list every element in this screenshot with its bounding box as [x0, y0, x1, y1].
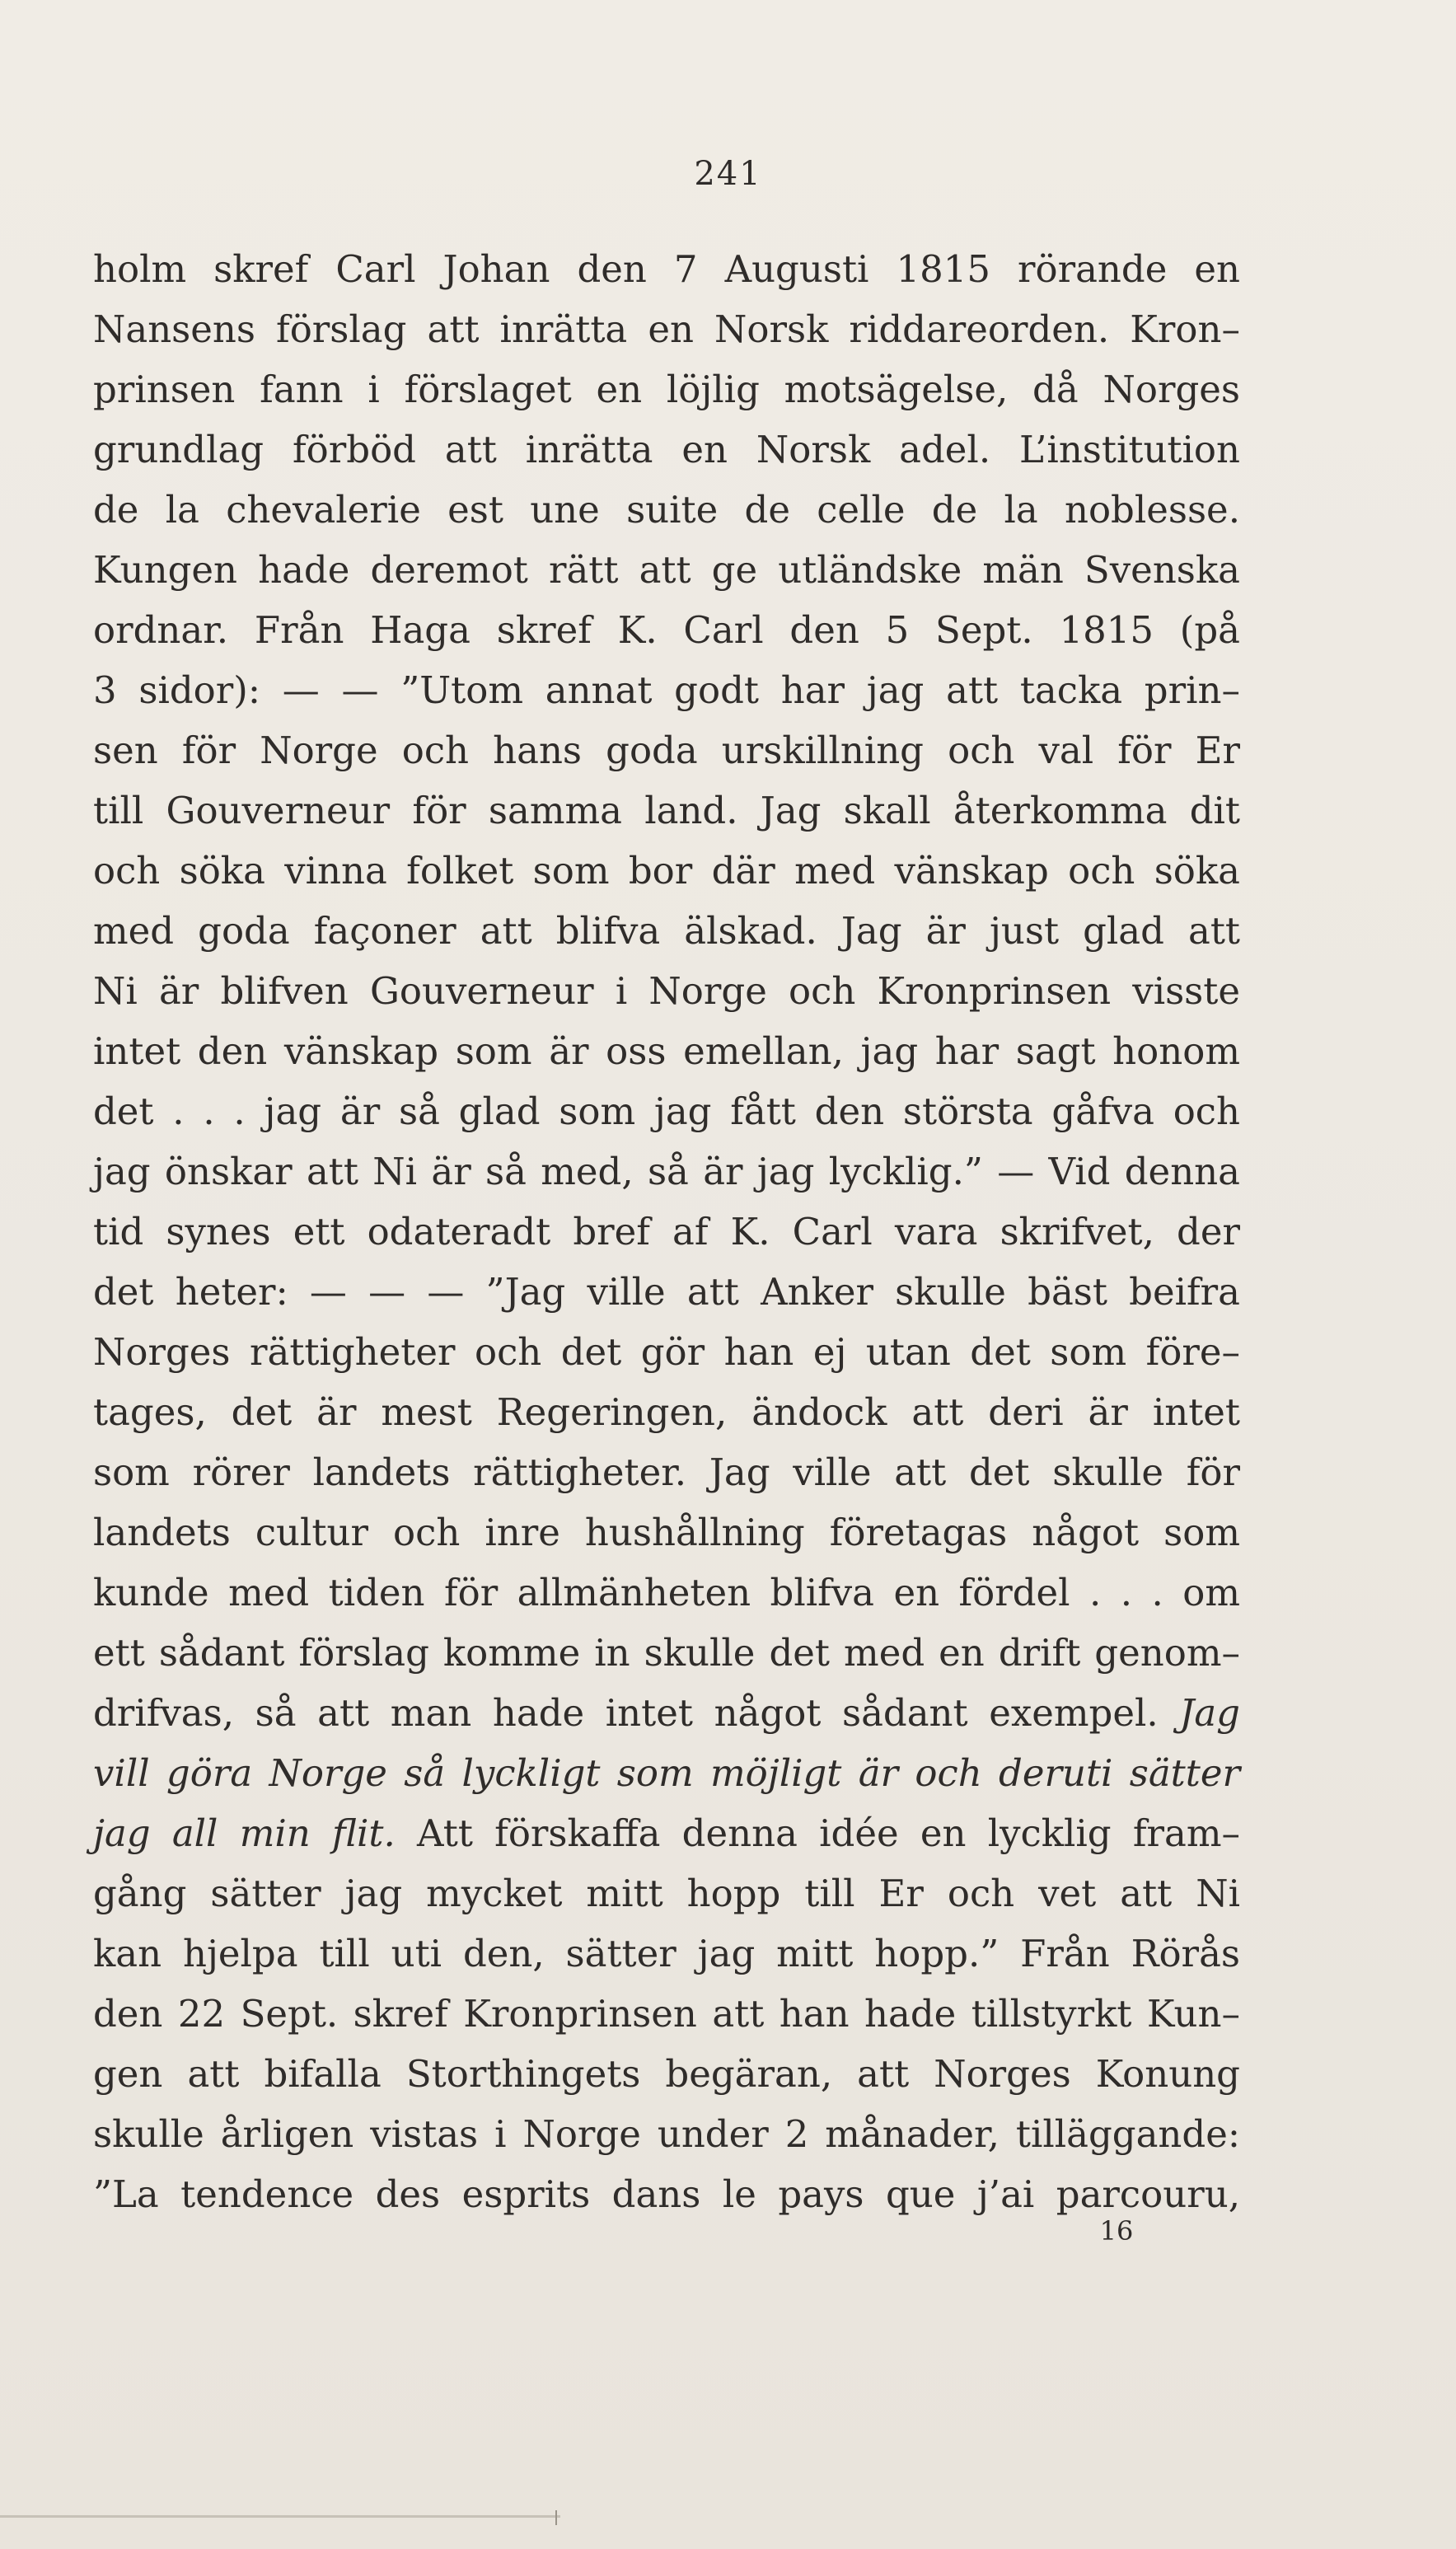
text-segment: intet den vänskap som är oss emellan, jag har sagt honom	[93, 1029, 1240, 1073]
text-line	[93, 480, 1240, 540]
text-segment: holm skref Carl Johan den 7 Augusti 1815 rörande en	[93, 247, 1240, 291]
italic-text-segment: Jag	[1179, 1691, 1240, 1735]
text-line	[93, 1863, 1240, 1923]
text-line	[93, 600, 1240, 660]
text-line	[93, 1984, 1240, 2044]
text-segment: de la chevalerie est une suite de celle de la noblesse.	[93, 488, 1240, 532]
text-line	[93, 1563, 1240, 1623]
text-line	[93, 299, 1240, 359]
italic-text-segment: jag all min flit.	[93, 1811, 396, 1855]
text-line	[93, 1021, 1240, 1081]
text-segment: landets cultur och inre hushållning företagas något som	[93, 1511, 1240, 1554]
text-segment: tid synes ett odateradt bref af K. Carl vara skrifvet, der	[93, 1210, 1240, 1253]
text-segment: som rörer landets rättigheter. Jag ville att det skulle för	[93, 1450, 1240, 1494]
text-segment: kunde med tiden för allmänheten blifva en fördel . . . om	[93, 1571, 1240, 1614]
text-segment: gång sätter jag mycket mitt hopp till Er och vet att Ni	[93, 1872, 1240, 1915]
text-line	[93, 2044, 1240, 2104]
text-line	[93, 1202, 1240, 1262]
text-segment: ett sådant förslag komme in skulle det med en drift genom–	[93, 1631, 1240, 1675]
text-segment: med goda façoner att blifva älskad. Jag är just glad att	[93, 909, 1240, 953]
text-line	[93, 1262, 1240, 1322]
text-line	[93, 1743, 1240, 1803]
text-segment: Kungen hade deremot rätt att ge utländske män Svenska	[93, 548, 1240, 592]
text-line	[93, 961, 1240, 1021]
text-line	[93, 780, 1240, 841]
bottom-edge-line	[0, 2515, 560, 2518]
text-segment: 3 sidor): — — ”Utom annat godt har jag att tacka prin–	[93, 668, 1240, 712]
text-line	[93, 540, 1240, 600]
text-segment: ”La tendence des esprits dans le pays que j’ai parcouru,	[93, 2172, 1240, 2216]
text-line	[93, 1442, 1240, 1502]
text-segment: Att förskaffa denna idée en lycklig fram–	[395, 1811, 1240, 1855]
text-segment: det . . . jag är så glad som jag fått den största gåfva och	[93, 1089, 1240, 1133]
text-segment: grundlag förböd att inrätta en Norsk adel. L’institution	[93, 428, 1240, 471]
text-segment: tages, det är mest Regeringen, ändock att deri är intet	[93, 1390, 1240, 1434]
text-line	[93, 2164, 1240, 2224]
text-segment: skulle årligen vistas i Norge under 2 månader, tilläggande:	[93, 2112, 1240, 2156]
text-line	[93, 1923, 1240, 1984]
text-line	[93, 1683, 1240, 1743]
text-line	[93, 1081, 1240, 1141]
text-line	[93, 901, 1240, 961]
text-line	[93, 2104, 1240, 2164]
text-line	[93, 1382, 1240, 1442]
text-line	[93, 720, 1240, 780]
text-segment: gen att bifalla Storthingets begäran, att Norges Konung	[93, 2052, 1240, 2096]
text-segment: det heter: — — — ”Jag ville att Anker skulle bäst beifra	[93, 1270, 1240, 1314]
text-segment: Nansens förslag att inrätta en Norsk riddareorden. Kron–	[93, 307, 1240, 351]
text-segment: Norges rättigheter och det gör han ej utan det som före–	[93, 1330, 1240, 1374]
text-line	[93, 1803, 1240, 1863]
text-segment: sen för Norge och hans goda urskillning och val för Er	[93, 729, 1240, 772]
text-segment: Ni är blifven Gouverneur i Norge och Kronprinsen visste	[93, 969, 1240, 1013]
text-segment: den 22 Sept. skref Kronprinsen att han hade tillstyrkt Kun–	[93, 1992, 1240, 2036]
text-segment: ordnar. Från Haga skref K. Carl den 5 Sept. 1815 (på	[93, 608, 1240, 652]
text-line	[93, 359, 1240, 419]
italic-text-segment: vill göra Norge så lyckligt som möjligt är och deruti sätter	[93, 1751, 1240, 1795]
text-line	[93, 660, 1240, 720]
text-line	[93, 1502, 1240, 1563]
body-text	[93, 239, 1240, 2224]
text-line	[93, 419, 1240, 480]
page-number: 241	[694, 155, 762, 193]
text-segment: och söka vinna folket som bor där med vänskap och söka	[93, 849, 1240, 893]
text-line	[93, 1623, 1240, 1683]
bottom-edge-line-end	[555, 2510, 557, 2525]
text-line	[93, 1141, 1240, 1202]
text-line	[93, 841, 1240, 901]
text-line	[93, 239, 1240, 299]
text-segment: till Gouverneur för samma land. Jag skall återkomma dit	[93, 789, 1240, 832]
text-segment: kan hjelpa till uti den, sätter jag mitt hopp.” Från Rörås	[93, 1932, 1240, 1975]
text-line	[93, 1322, 1240, 1382]
text-segment: prinsen fann i förslaget en löjlig motsägelse, då Norges	[93, 368, 1240, 411]
text-segment: drifvas, så att man hade intet något sådant exempel.	[93, 1691, 1180, 1735]
printer-signature-mark: 16	[1099, 2215, 1134, 2247]
text-segment: jag önskar att Ni är så med, så är jag lycklig.” — Vid denna	[93, 1150, 1240, 1193]
